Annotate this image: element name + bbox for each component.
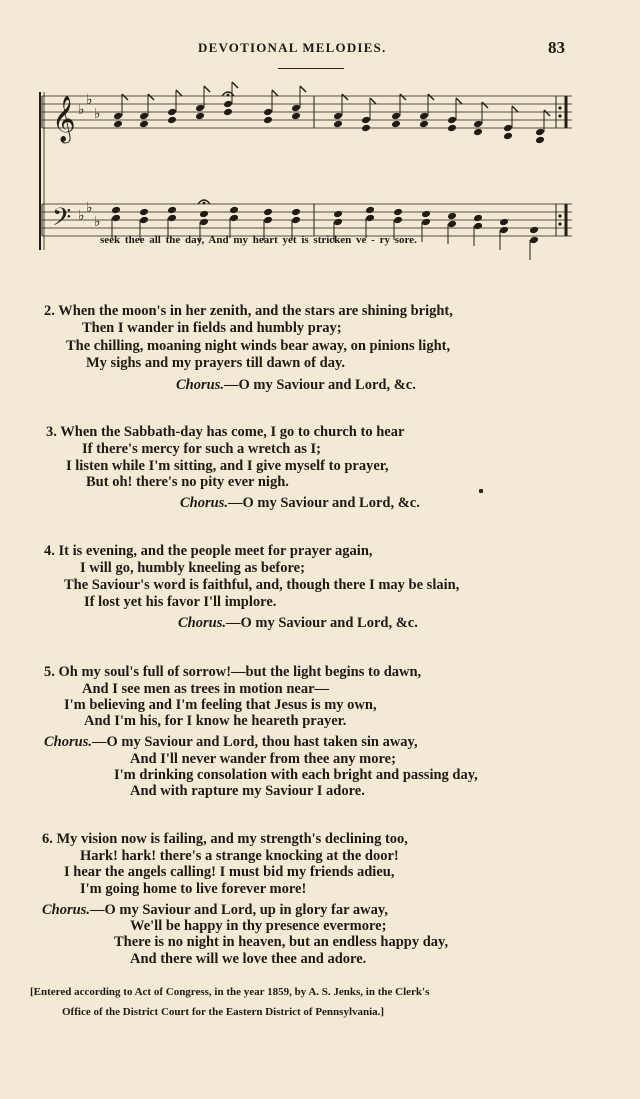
verse-2-line-4: My sighs and my prayers till dawn of day.	[86, 355, 346, 371]
svg-text:♭: ♭	[94, 106, 101, 122]
verse-4-line-4: If lost yet his favor I'll implore.	[84, 594, 277, 610]
verse-6-line-4: I'm going home to live forever more!	[80, 881, 307, 897]
verse-3-line-2: If there's mercy for such a wretch as I;	[82, 441, 321, 457]
verse-6-chorus-line-3: There is no night in heaven, but an endless happy day,	[114, 934, 449, 950]
verse-number: 6.	[42, 831, 53, 847]
verse-5-line-4: And I'm his, for I know he heareth prayer.	[84, 713, 347, 729]
verse-4-chorus: Chorus.—O my Saviour and Lord, &c.	[178, 615, 418, 631]
verse-4-line-1: 4. It is evening, and the people meet for prayer again,	[44, 543, 373, 559]
chorus-label: Chorus.	[42, 902, 90, 918]
chorus-label: Chorus.	[178, 615, 226, 631]
music-staves	[0, 70, 640, 280]
verse-3-chorus: Chorus.—O my Saviour and Lord, &c.	[180, 495, 420, 511]
score-lyric: seek thee all the day, And my heart yet is stricken ve - ry sore.	[100, 234, 417, 246]
verse-3-line-4: But oh! there's no pity ever nigh.	[86, 474, 289, 490]
verse-6-line-1: 6. My vision now is failing, and my strength's declining too,	[42, 831, 408, 847]
svg-text:♭: ♭	[78, 102, 85, 118]
running-head	[0, 38, 640, 62]
verse-number: 2.	[44, 303, 55, 319]
verse-6-chorus-line-1: Chorus.—O my Saviour and Lord, up in glory far away,	[42, 902, 388, 918]
svg-text:♭: ♭	[86, 92, 93, 108]
verse-6-line-2: Hark! hark! there's a strange knocking at the door!	[80, 848, 399, 864]
verse-number: 5.	[44, 664, 55, 680]
verse-4-line-3: The Saviour's word is faithful, and, though there I may be slain,	[64, 577, 460, 593]
svg-text:𝄢: 𝄢	[52, 203, 72, 238]
verse-5-chorus-line-3: I'm drinking consolation with each bright and passing day,	[114, 767, 478, 783]
verse-3-line-3: I listen while I'm sitting, and I give myself to prayer,	[66, 458, 389, 474]
title-rule	[278, 68, 344, 69]
svg-text:♭: ♭	[86, 200, 93, 216]
chorus-label: Chorus.	[176, 377, 224, 393]
verse-6-line-3: I hear the angels calling! I must bid my friends adieu,	[64, 864, 395, 880]
verse-6-chorus-line-2: We'll be happy in thy presence evermore;	[130, 918, 387, 934]
verse-5-line-3: I'm believing and I'm feeling that Jesus is my own,	[64, 697, 377, 713]
verse-2-chorus: Chorus.—O my Saviour and Lord, &c.	[176, 377, 416, 393]
verse-5-line-2: And I see men as trees in motion near—	[82, 681, 330, 697]
verse-2-line-2: Then I wander in fields and humbly pray;	[82, 320, 342, 336]
chorus-label: Chorus.	[44, 734, 92, 750]
music-score	[0, 70, 640, 280]
verse-5-line-1: 5. Oh my soul's full of sorrow!—but the light begins to dawn,	[44, 664, 422, 680]
verse-number: 4.	[44, 543, 55, 559]
verse-2-line-1: 2. When the moon's in her zenith, and the stars are shining bright,	[44, 303, 453, 319]
copyright-line-2: Office of the District Court for the Eastern District of Pennsylvania.]	[62, 1006, 385, 1018]
verse-4-line-2: I will go, humbly kneeling as before;	[80, 560, 305, 576]
chorus-label: Chorus.	[180, 495, 228, 511]
svg-text:♭: ♭	[94, 214, 101, 230]
page-number: 83	[548, 38, 565, 57]
svg-text:𝄞: 𝄞	[52, 96, 76, 142]
verse-6-chorus-line-4: And there will we love thee and adore.	[130, 951, 367, 967]
copyright-line-1: [Entered according to Act of Congress, in the year 1859, by A. S. Jenks, in the Clerk's	[30, 986, 430, 998]
svg-text:♭: ♭	[78, 208, 85, 224]
verse-2-line-3: The chilling, moaning night winds bear away, on pinions light,	[66, 338, 451, 354]
verse-5-chorus-line-1: Chorus.—O my Saviour and Lord, thou hast taken sin away,	[44, 734, 418, 750]
ink-mark	[479, 489, 483, 493]
verse-number: 3.	[46, 424, 57, 440]
verse-3-line-1: 3. When the Sabbath-day has come, I go to church to hear	[46, 424, 405, 440]
verse-5-chorus-line-4: And with rapture my Saviour I adore.	[130, 783, 365, 799]
verse-5-chorus-line-2: And I'll never wander from thee any more;	[130, 751, 396, 767]
running-title: DEVOTIONAL MELODIES.	[198, 40, 387, 55]
